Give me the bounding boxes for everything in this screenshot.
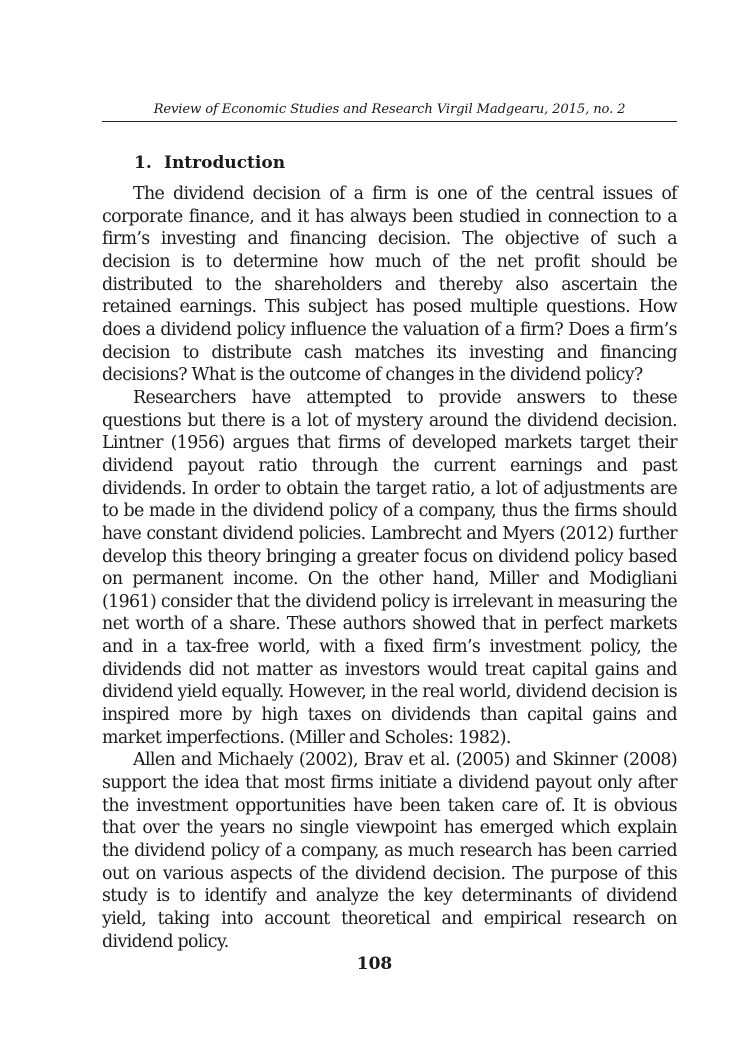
section-number: 1.: [134, 153, 152, 173]
paragraph-3: Allen and Michaely (2002), Brav et al. (2005) and Skinner (2008) support the idea that most firms initiate a dividend payout only after the investment opportunities have been taken care of. It is obvious that over the years no single viewpoint has emerged which explain the dividend policy of a company, as much research has been carried out on various aspects of the dividend decision. The purpose of this study is to identify and analyze the key determinants of dividend yield, taking into account theoretical and empirical research on dividend policy.: [102, 750, 677, 952]
section-title: Introduction: [164, 153, 286, 173]
paragraph-1: The dividend decision of a firm is one of the central issues of corporate finance, and it has always been studied in connection to a firm’s investing and financing decision. The objective of such a decision is to determine how much of the net profit should be distributed to the shareholders and thereby also ascertain the retained earnings. This subject has posed multiple questions. How does a dividend policy influence the valuation of a firm? Does a firm’s decision to distribute cash matches its investing and financing decisions? What is the outcome of changes in the dividend policy?: [102, 184, 677, 386]
page-number: 108: [356, 954, 393, 974]
body-text: [102, 183, 677, 953]
header-rule: [102, 121, 677, 122]
section-heading: [134, 152, 285, 174]
running-header: Review of Economic Studies and Research Virgil Madgearu, 2015, no. 2: [153, 102, 626, 117]
paragraph-2: Researchers have attempted to provide answers to these questions but there is a lot of mystery around the dividend decision. Lintner (1956) argues that firms of developed markets target their dividend payout ratio through the current earnings and past dividends. In order to obtain the target ratio, a lot of adjustments are to be made in the dividend policy of a company, thus the firms should have constant dividend policies. Lambrecht and Myers (2012) further develop this theory bringing a greater focus on dividend policy based on permanent income. On the other hand, Miller and Modigliani (1961) consider that the dividend policy is irrelevant in measuring the net worth of a share. These authors showed that in perfect markets and in a tax-free world, with a fixed firm’s investment policy, the dividends did not matter as investors would treat capital gains and dividend yield equally. However, in the real world, dividend decision is inspired more by high taxes on dividends than capital gains and market imperfections. (Miller and Scholes: 1982).: [102, 387, 677, 748]
